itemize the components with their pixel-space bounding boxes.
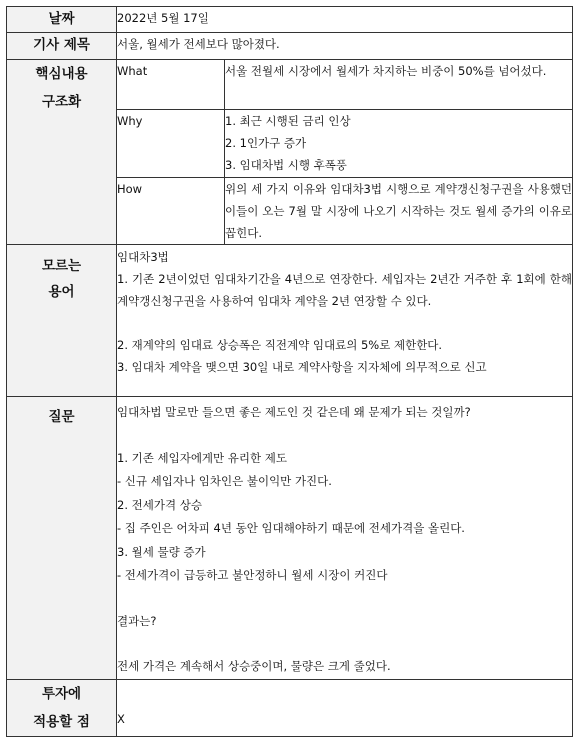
question-point-detail: - 전세가격이 급등하고 불안정하니 월세 시장이 커진다: [117, 568, 388, 582]
what-row: [7, 60, 573, 110]
why-item: 2. 1인가구 증가: [225, 136, 307, 150]
how-key: How: [117, 178, 225, 245]
title-row: [7, 33, 573, 60]
question-point-title: 3. 월세 물량 증가: [117, 544, 206, 559]
terms-item: 3. 임대차 계약을 맺으면 30일 내로 계약사항을 지자체에 의무적으로 신고: [117, 360, 487, 374]
investment-label-line1: 투자에: [41, 685, 82, 702]
why-item: 3. 임대차법 시행 후폭풍: [225, 158, 347, 172]
spacer: [117, 588, 572, 610]
question-label: 질문: [7, 397, 117, 680]
why-key: Why: [117, 110, 225, 178]
title-label: 기사 제목: [7, 33, 117, 60]
question-point-title: 1. 기존 세입자에게만 유리한 제도: [117, 450, 288, 465]
spacer: [117, 633, 572, 655]
article-summary-table: [6, 6, 573, 737]
question-point-title: 2. 전세가격 상승: [117, 497, 202, 512]
terms-label-line2: 용어: [48, 284, 75, 300]
how-text: 위의 세 가지 이유와 임대차3법 시행으로 계약갱신청구권을 사용했던 이들이 오는 7월 말 시장에 나오기 시작하는 것도 월세 증가의 이유로 꼽힌다.: [225, 178, 573, 245]
spacer: [117, 425, 572, 447]
what-key: What: [117, 60, 225, 110]
terms-item: 1. 기존 2년이었던 임대차기간을 4년으로 연장한다. 세입자는 2년간 거주한 후 1회에 한해 계약갱신청구권을 사용하여 임대차 계약을 2년 연장할 수 있다.: [117, 272, 573, 308]
investment-label: [7, 679, 117, 736]
what-text: 서울 전월세 시장에서 월세가 차지하는 비중이 50%를 넘어섰다.: [225, 60, 573, 110]
question-point-detail: - 집 주인은 어차피 4년 동안 임대해야하기 때문에 전세가격을 올린다.: [117, 521, 465, 535]
terms-item: 2. 재계약의 임대료 상승폭은 직전계약 임대료의 5%로 제한한다.: [117, 338, 443, 352]
why-item: 1. 최근 시행된 금리 인상: [225, 114, 351, 128]
investment-row: [7, 679, 573, 736]
terms-content: [117, 245, 573, 397]
structure-label-line1: 핵심내용: [35, 66, 88, 82]
terms-row: [7, 245, 573, 397]
question-row: [7, 397, 573, 680]
why-list: [225, 110, 573, 178]
question-intro: 임대차법 말로만 들으면 좋은 제도인 것 같은데 왜 문제가 되는 것일까?: [117, 405, 471, 419]
date-row: [7, 7, 573, 33]
terms-label-line1: 모르는: [41, 258, 82, 274]
structure-label: [7, 60, 117, 245]
date-label: 날짜: [7, 7, 117, 33]
terms-heading: 임대차3법: [117, 250, 169, 264]
question-content: [117, 397, 573, 680]
question-point-detail: - 신규 세입자나 임차인은 불이익만 가진다.: [117, 474, 332, 488]
question-result-label: 결과는?: [117, 613, 157, 628]
structure-label-line2: 구조화: [41, 94, 82, 110]
investment-label-line2: 적용할 점: [33, 713, 90, 730]
date-value: 2022년 5월 17일: [117, 7, 573, 33]
spacer: [117, 312, 572, 334]
title-value: 서울, 월세가 전세보다 많아졌다.: [117, 33, 573, 60]
question-result: 전세 가격은 계속해서 상승중이며, 물량은 크게 줄었다.: [117, 659, 391, 673]
terms-label: [7, 245, 117, 397]
investment-value: X: [117, 679, 573, 736]
